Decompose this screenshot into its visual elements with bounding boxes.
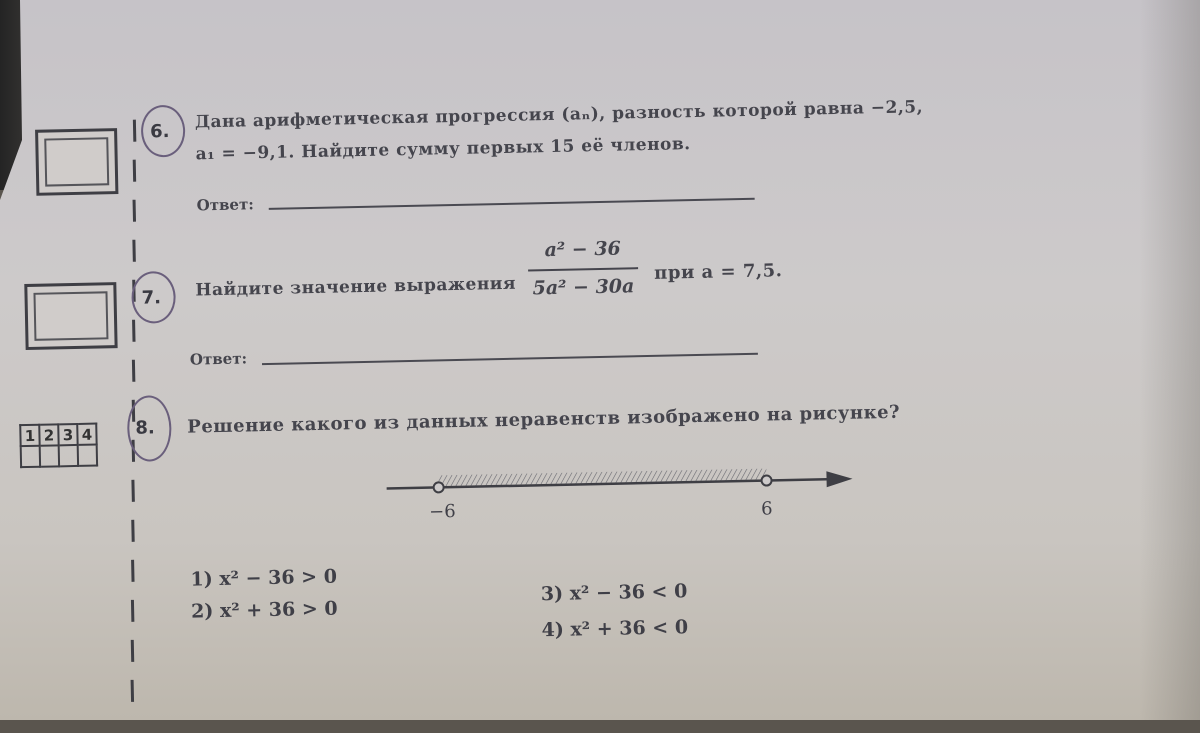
fraction-bar [528,267,638,271]
option-3: 3) x² − 36 < 0 [540,580,688,606]
task-6-answer-field[interactable] [269,198,755,210]
task-7-condition: при a = 7,5. [653,260,783,284]
grid-cell-input[interactable] [40,445,59,466]
grid-cell-input[interactable] [59,445,78,466]
fraction-denominator: 5a² − 30a [532,275,635,300]
option-2: 2) x² + 36 > 0 [190,597,338,623]
option-1: 1) x² − 36 > 0 [190,565,338,591]
answer-grid-8[interactable] [19,423,98,469]
answer-box-7[interactable] [24,282,117,350]
cut-line-dash [133,200,136,222]
task-8-number: 8. [135,417,155,439]
cut-line-dash [132,360,135,382]
task-7-number: 7. [141,287,162,309]
cut-line-dash [131,640,134,662]
open-point-right [761,475,771,485]
task-7-answer-field[interactable] [262,353,758,365]
fraction-numerator: a² − 36 [544,237,622,262]
number-line-arrow [826,471,852,488]
task-8-question: Решение какого из данных неравенств изображено на рисунке? [187,401,901,438]
task-6-line-2: a₁ = −9,1. Найдите сумму первых 15 её членов. [195,134,691,165]
task-6-number: 6. [149,120,170,143]
point-label-right: 6 [760,498,773,520]
grid-cell-label: 1 [20,425,39,446]
cut-line-dash [131,520,134,542]
open-point-left [434,482,444,492]
cut-line-dash [131,680,134,702]
task-6-line-1: Дана арифметическая прогрессия (aₙ), разность которой равна −2,5, [194,97,924,133]
answer-box-6[interactable] [35,128,118,196]
cut-line-dash [133,120,136,142]
grid-cell-input[interactable] [78,445,97,466]
option-4: 4) x² + 36 < 0 [541,616,689,642]
point-label-left: −6 [428,501,456,523]
grid-cell-input[interactable] [21,446,40,467]
grid-cell-label: 4 [77,424,96,445]
cut-line-dash [132,320,135,342]
task-7-prompt: Найдите значение выражения [195,273,517,301]
cut-line-dash [131,480,134,502]
number-line [382,457,863,537]
grid-cell-label: 2 [39,424,58,445]
cut-line-dash [131,560,134,582]
cut-line-dash [133,160,136,182]
cut-line-dash [131,600,134,622]
grid-cell-label: 3 [58,424,77,445]
task-6-answer-label: Ответ: [196,195,255,215]
cut-line-dash [132,240,135,262]
task-7-answer-label: Ответ: [189,349,248,369]
